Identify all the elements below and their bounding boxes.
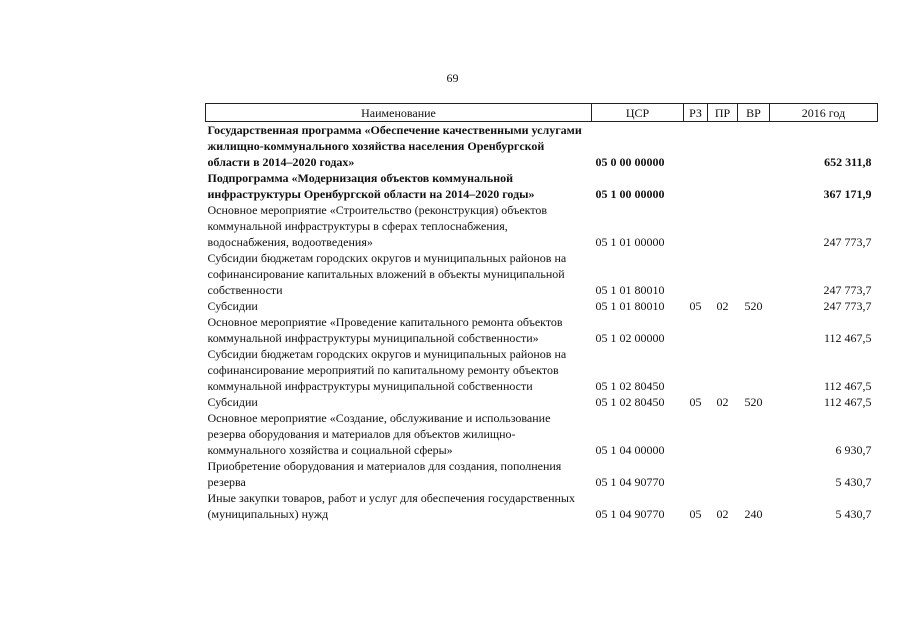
- table-row: [206, 250, 878, 298]
- row-name-cell: Иные закупки товаров, работ и услуг для обеспечения государственных (муниципальных) нужд: [207, 491, 575, 521]
- header-year: 2016 год: [770, 104, 878, 122]
- page-number: 69: [446, 71, 459, 85]
- row-rz-cell: [684, 122, 708, 171]
- row-amount-cell: 367 171,9: [823, 187, 872, 201]
- row-csr-cell: 05 1 02 00000: [595, 331, 665, 345]
- row-amount-cell: 247 773,7: [823, 283, 872, 297]
- table-header-row: [206, 104, 878, 122]
- row-vr-cell: [738, 122, 770, 171]
- row-csr-cell: 05 1 02 80450: [595, 395, 665, 409]
- row-rz-cell: 05: [689, 507, 702, 521]
- row-pr-cell: [708, 314, 738, 346]
- row-amount-cell: 247 773,7: [823, 299, 872, 313]
- row-rz-cell: 05: [689, 299, 702, 313]
- row-name-cell: Субсидии бюджетам городских округов и муниципальных районов на софинансирование мероприятий по капитальному ремонту объектов коммунальной инфраструктуры муниципальной собственности: [207, 347, 567, 393]
- row-name-cell: Основное мероприятие «Строительство (реконструкция) объектов коммунальной инфраструктуры в сферах теплоснабжения, водоснабжения, водоотведения»: [207, 203, 548, 249]
- row-pr-cell: [708, 170, 738, 202]
- row-pr-cell: [708, 250, 738, 298]
- table-row: [206, 394, 878, 410]
- row-pr-cell: [708, 122, 738, 171]
- row-vr-cell: [738, 346, 770, 394]
- row-vr-cell: 520: [744, 299, 763, 313]
- header-pr: ПР: [708, 104, 738, 122]
- table-row: [206, 314, 878, 346]
- table-row: [206, 490, 878, 522]
- row-vr-cell: [738, 250, 770, 298]
- row-csr-cell: 05 1 02 80450: [595, 379, 665, 393]
- row-rz-cell: [684, 458, 708, 490]
- row-amount-cell: 112 467,5: [823, 395, 872, 409]
- row-vr-cell: [738, 410, 770, 458]
- row-name-cell: Субсидии: [207, 299, 258, 313]
- row-csr-cell: 05 1 00 00000: [595, 187, 665, 201]
- row-name-cell: Основное мероприятие «Проведение капитального ремонта объектов коммунальной инфраструктуры муниципальной собственности»: [207, 315, 563, 345]
- header-vr: ВР: [738, 104, 770, 122]
- row-csr-cell: 05 1 04 90770: [595, 475, 665, 489]
- row-rz-cell: [684, 250, 708, 298]
- row-vr-cell: 520: [744, 395, 763, 409]
- header-rz: РЗ: [684, 104, 708, 122]
- row-rz-cell: [684, 314, 708, 346]
- budget-table: [205, 103, 878, 522]
- row-rz-cell: [684, 202, 708, 250]
- row-name-cell: Государственная программа «Обеспечение качественными услугами жилищно-коммунального хозяйства населения Оренбургской области в 2014–2020 годах»: [207, 123, 582, 169]
- table-row: [206, 298, 878, 314]
- row-amount-cell: 247 773,7: [823, 235, 872, 249]
- header-csr: ЦСР: [592, 104, 684, 122]
- row-csr-cell: 05 1 01 80010: [595, 299, 665, 313]
- row-csr-cell: 05 0 00 00000: [595, 155, 665, 169]
- header-name: Наименование: [206, 104, 592, 122]
- row-name-cell: Основное мероприятие «Создание, обслуживание и использование резерва оборудования и материалов для объектов жилищно-коммунального хозяйства и социальной сферы»: [207, 411, 551, 457]
- row-pr-cell: 02: [716, 395, 729, 409]
- row-pr-cell: [708, 202, 738, 250]
- row-vr-cell: [738, 170, 770, 202]
- table-row: [206, 170, 878, 202]
- row-pr-cell: 02: [716, 507, 729, 521]
- row-rz-cell: [684, 410, 708, 458]
- row-rz-cell: [684, 170, 708, 202]
- row-name-cell: Субсидии: [207, 395, 258, 409]
- row-pr-cell: 02: [716, 299, 729, 313]
- row-pr-cell: [708, 458, 738, 490]
- table-header: [206, 104, 878, 122]
- table-row: [206, 122, 878, 171]
- table-row: [206, 346, 878, 394]
- row-amount-cell: 6 930,7: [835, 443, 872, 457]
- row-vr-cell: [738, 314, 770, 346]
- row-amount-cell: 652 311,8: [824, 155, 872, 169]
- table-row: [206, 202, 878, 250]
- row-rz-cell: 05: [689, 395, 702, 409]
- row-vr-cell: [738, 202, 770, 250]
- table-row: [206, 458, 878, 490]
- row-csr-cell: 05 1 01 00000: [595, 235, 665, 249]
- row-csr-cell: 05 1 04 00000: [595, 443, 665, 457]
- row-name-cell: Субсидии бюджетам городских округов и муниципальных районов на софинансирование капитальных вложений в объекты муниципальной собственности: [207, 251, 567, 297]
- row-csr-cell: 05 1 04 90770: [595, 507, 665, 521]
- table-body: [206, 122, 878, 523]
- row-name-cell: Подпрограмма «Модернизация объектов коммунальной инфраструктуры Оренбургской области на 2014–2020 годы»: [207, 171, 535, 201]
- row-pr-cell: [708, 346, 738, 394]
- row-csr-cell: 05 1 01 80010: [595, 283, 665, 297]
- row-name-cell: Приобретение оборудования и материалов для создания, пополнения резерва: [207, 459, 562, 489]
- row-rz-cell: [684, 346, 708, 394]
- row-pr-cell: [708, 410, 738, 458]
- row-amount-cell: 112 467,5: [823, 379, 872, 393]
- row-amount-cell: 112 467,5: [823, 331, 872, 345]
- row-vr-cell: 240: [744, 507, 763, 521]
- row-amount-cell: 5 430,7: [835, 475, 872, 489]
- row-vr-cell: [738, 458, 770, 490]
- table-row: [206, 410, 878, 458]
- row-amount-cell: 5 430,7: [835, 507, 872, 521]
